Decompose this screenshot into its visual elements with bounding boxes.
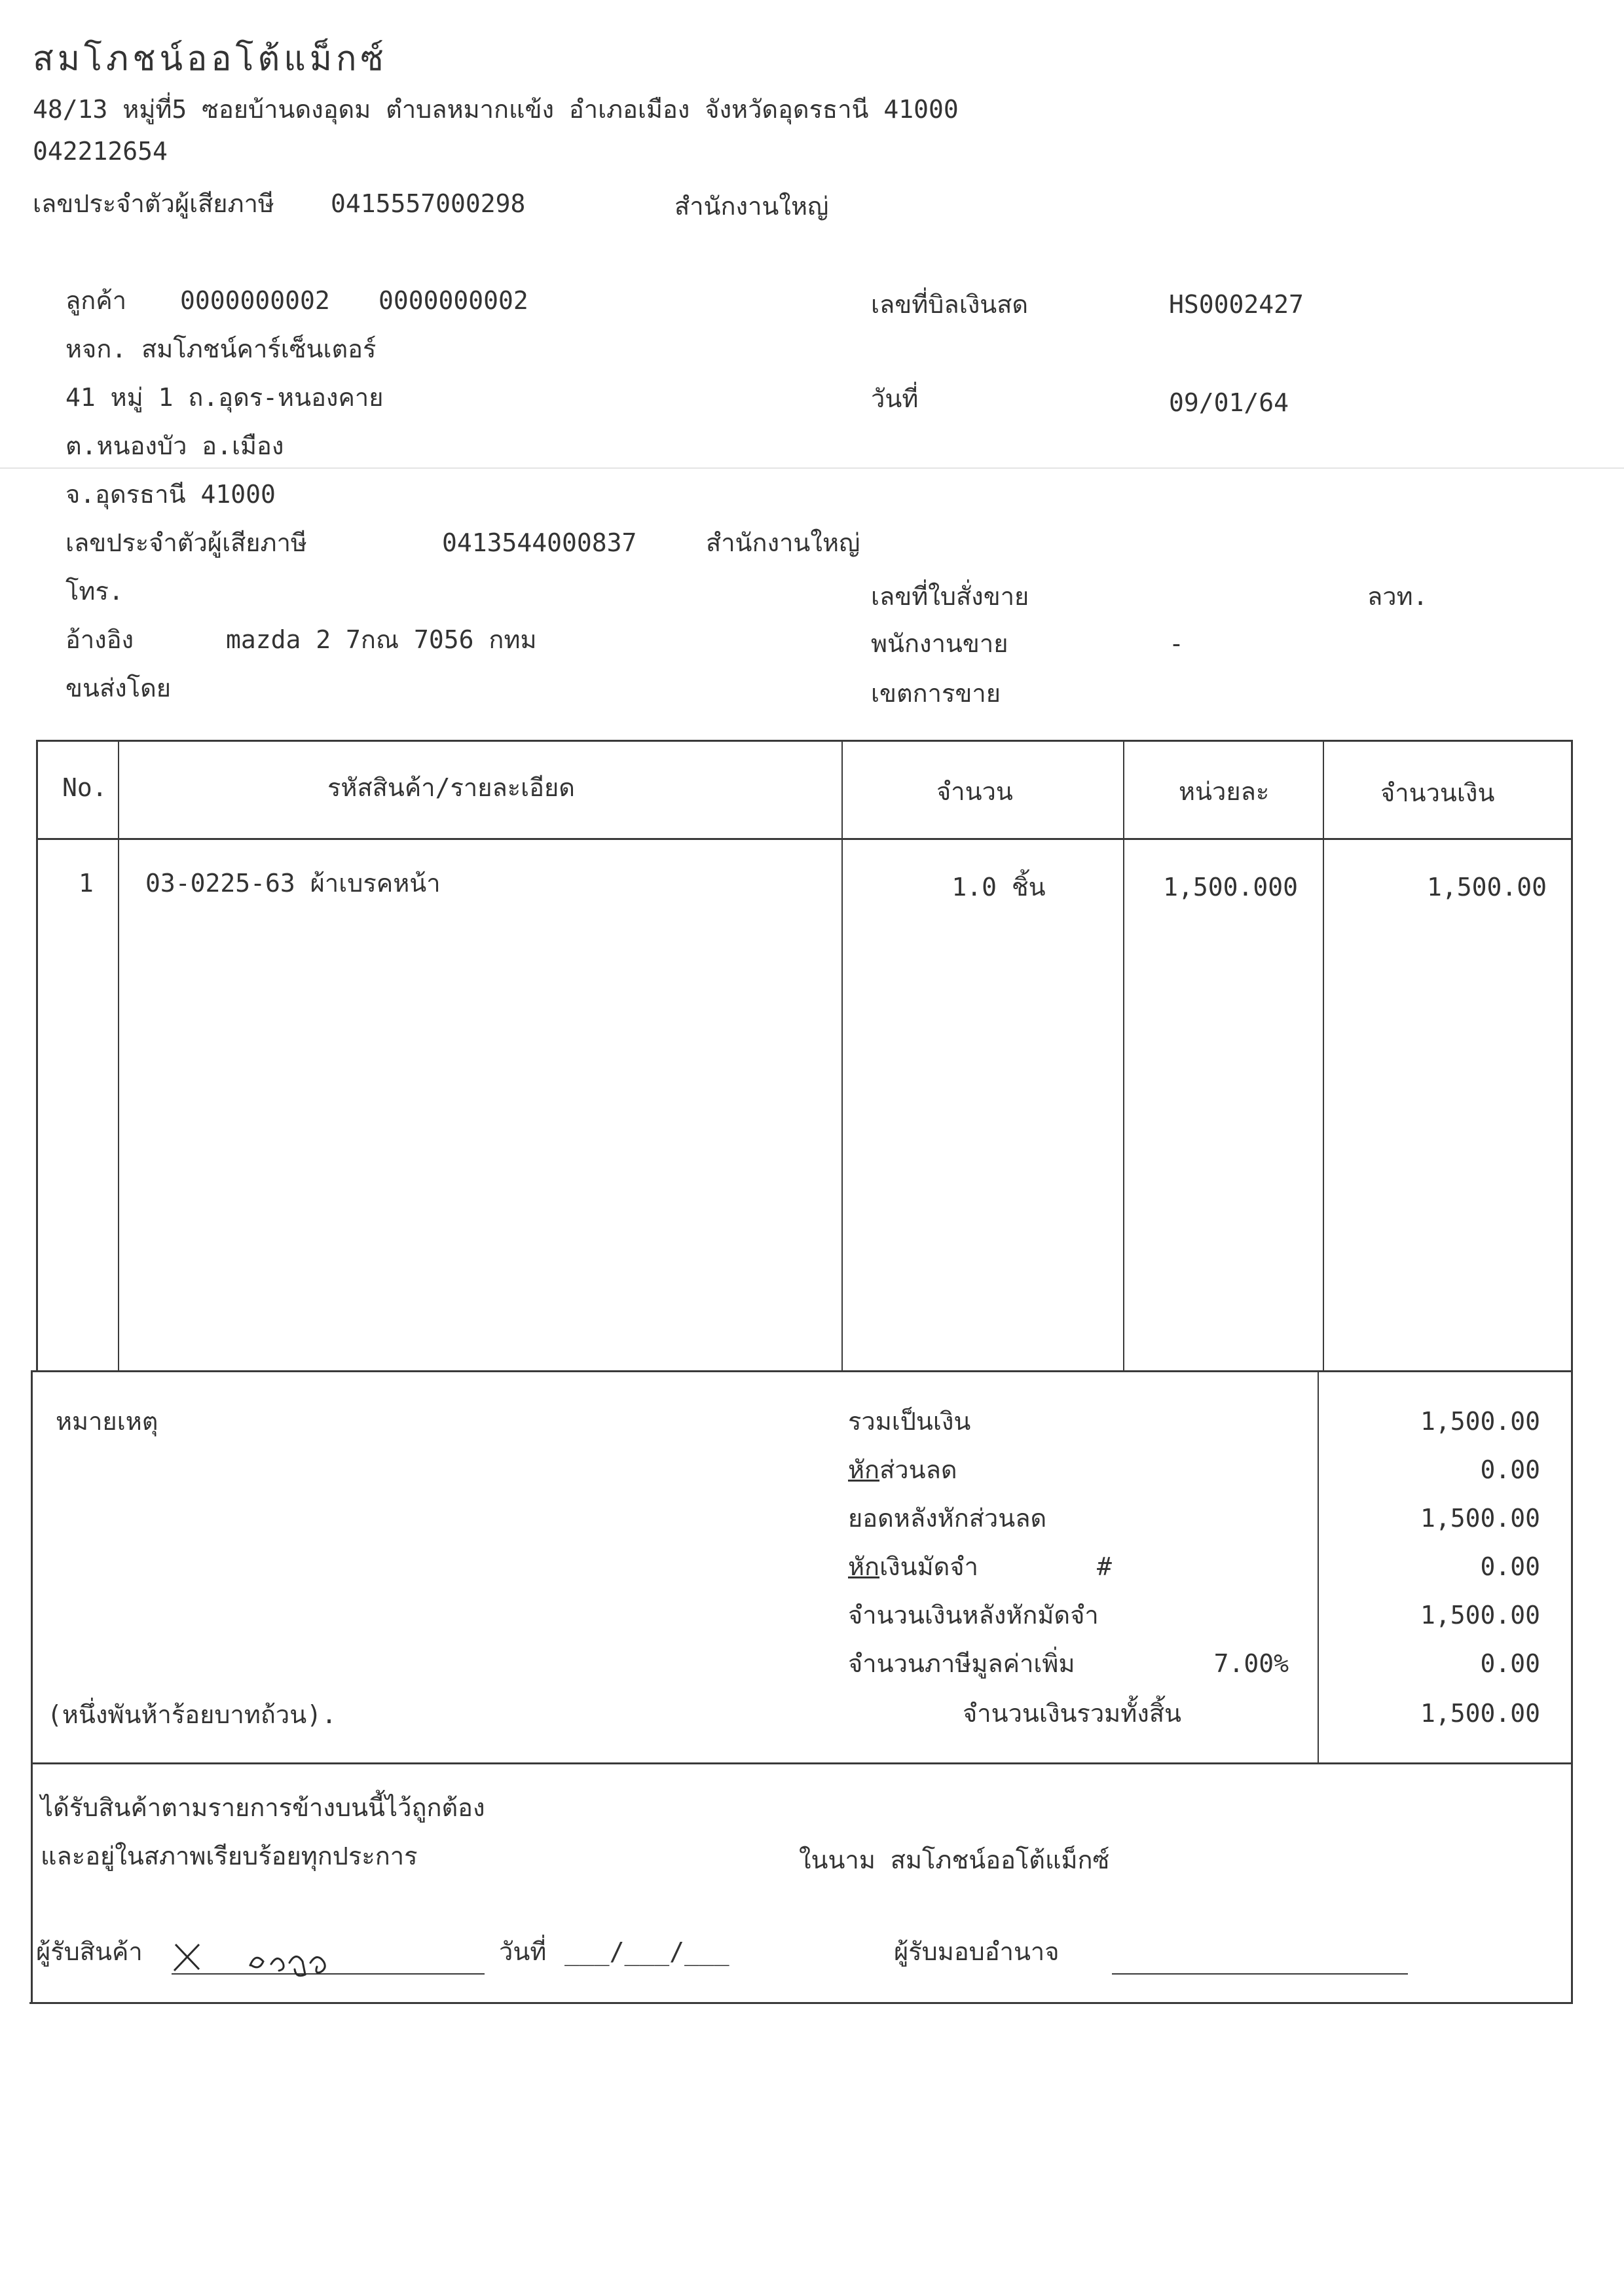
row-number: 1 [79, 869, 94, 898]
customer-address-3: จ.อุดรธานี 41000 [65, 480, 276, 509]
grand-total-value: 1,500.00 [1420, 1699, 1540, 1728]
bill-number-label: เลขที่บิลเงินสด [871, 290, 1029, 319]
deposit-hash: # [1097, 1552, 1112, 1581]
grand-total-label: จำนวนเงินรวมทั้งสิ้น [963, 1699, 1181, 1728]
table-left-border [36, 740, 38, 1372]
customer-shipping-label: ขนส่งโดย [65, 674, 172, 702]
deposit-value: 0.00 [1480, 1552, 1540, 1581]
column-header-unit-price: หน่วยละ [1179, 777, 1270, 806]
authorized-signature-line [1112, 1973, 1408, 1975]
receiver-label: ผู้รับสินค้า [36, 1937, 143, 1966]
deposit-label-text: เงินมัดจำ [879, 1552, 978, 1581]
customer-code-2: 0000000002 [378, 286, 528, 315]
authorized-label: ผู้รับมอบอำนาจ [894, 1937, 1060, 1966]
table-right-border [1571, 740, 1573, 2004]
company-address: 48/13 หมู่ที่5 ซอยบ้านดงอุดม ตำบลหมากแข้ง อำเภอเมือง จังหวัดอุดรธานี 41000 [33, 95, 959, 124]
table-header-bottom-border [36, 838, 1573, 840]
row-description: 03-0225-63 ผ้าเบรคหน้า [145, 869, 441, 898]
customer-name: หจก. สมโภชน์คาร์เซ็นเตอร์ [65, 335, 377, 363]
deposit-label [848, 1554, 978, 1579]
column-header-amount: จำนวนเงิน [1380, 778, 1495, 807]
amount-in-words: (หนึ่งพันห้าร้อยบาทถ้วน). [47, 1700, 337, 1729]
company-name: สมโภชน์ออโต้แม็กซ์ [33, 39, 388, 79]
customer-tax-id: 0413544000837 [442, 528, 637, 557]
column-divider-1 [118, 740, 119, 1370]
after-discount-label: ยอดหลังหักส่วนลด [848, 1504, 1047, 1533]
discount-value: 0.00 [1480, 1455, 1540, 1484]
after-deposit-value: 1,500.00 [1420, 1601, 1540, 1630]
sales-zone-label: เขตการขาย [871, 679, 1001, 708]
receiver-signature [172, 1931, 381, 1984]
sales-order-label: เลขที่ใบสั่งขาย [871, 582, 1029, 611]
subtotal-value: 1,500.00 [1420, 1407, 1540, 1436]
summary-left-border [31, 1370, 33, 2004]
receive-date-blank: ___/___/___ [564, 1937, 729, 1966]
row-unit-price: 1,500.000 [1163, 873, 1298, 902]
footer-bottom-border [29, 2002, 1573, 2004]
received-statement-line-2: และอยู่ในสภาพเรียบร้อยทุกประการ [41, 1842, 418, 1870]
salesperson-label: พนักงานขาย [871, 629, 1008, 658]
table-items-bottom-border [33, 1370, 1573, 1372]
column-divider-4 [1323, 740, 1324, 1370]
bill-number: HS0002427 [1169, 290, 1304, 319]
sales-order-suffix: ลวท. [1367, 582, 1428, 611]
column-header-quantity: จำนวน [936, 777, 1013, 806]
column-divider-3 [1123, 740, 1124, 1370]
invoice-date: 09/01/64 [1169, 388, 1289, 417]
customer-reference-value: mazda 2 7กณ 7056 กทม [226, 625, 537, 654]
customer-branch: สำนักงานใหญ่ [706, 528, 860, 557]
customer-address-2: ต.หนองบัว อ.เมือง [65, 431, 284, 460]
table-top-border [36, 740, 1573, 742]
customer-label: ลูกค้า [65, 286, 127, 315]
row-quantity: 1.0 ชิ้น [951, 873, 1046, 902]
remarks-label: หมายเหตุ [56, 1407, 158, 1436]
company-tax-label: เลขประจำตัวผู้เสียภาษี [33, 189, 274, 218]
column-divider-2 [841, 740, 843, 1370]
customer-reference-label: อ้างอิง [65, 625, 134, 654]
summary-divider [1318, 1370, 1319, 1762]
vat-rate: 7.00% [1213, 1649, 1289, 1678]
customer-code-1: 0000000002 [180, 286, 330, 315]
vat-value: 0.00 [1480, 1649, 1540, 1678]
summary-bottom-border [33, 1762, 1573, 1764]
invoice-date-label: วันที่ [871, 384, 919, 413]
paper-fold-line [0, 467, 1624, 469]
discount-label-deduct: หัก [848, 1455, 880, 1484]
after-deposit-label: จำนวนเงินหลังหักมัดจำ [848, 1601, 1099, 1630]
customer-tax-label: เลขประจำตัวผู้เสียภาษี [65, 528, 307, 557]
received-statement-line-1: ได้รับสินค้าตามรายการข้างบนนี้ไว้ถูกต้อง [41, 1793, 485, 1822]
company-branch: สำนักงานใหญ่ [674, 192, 829, 221]
receive-date-label: วันที่ [499, 1937, 547, 1966]
subtotal-label: รวมเป็นเงิน [848, 1407, 971, 1436]
discount-label-text: ส่วนลด [879, 1455, 957, 1484]
discount-label [848, 1457, 957, 1482]
row-amount: 1,500.00 [1426, 873, 1547, 902]
salesperson-value: - [1169, 629, 1184, 658]
column-header-description: รหัสสินค้า/รายละเอียด [327, 773, 575, 802]
company-tax-id: 0415557000298 [331, 189, 526, 218]
vat-label: จำนวนภาษีมูลค่าเพิ่ม [848, 1649, 1075, 1678]
company-phone: 042212654 [33, 137, 168, 166]
on-behalf-of: ในนาม สมโภชน์ออโต้แม็กซ์ [799, 1846, 1110, 1874]
deposit-label-deduct: หัก [848, 1552, 880, 1581]
customer-phone-label: โทร. [65, 577, 124, 606]
after-discount-value: 1,500.00 [1420, 1504, 1540, 1533]
column-header-no: No. [62, 773, 107, 802]
customer-address-1: 41 หมู่ 1 ถ.อุดร-หนองคาย [65, 383, 384, 412]
